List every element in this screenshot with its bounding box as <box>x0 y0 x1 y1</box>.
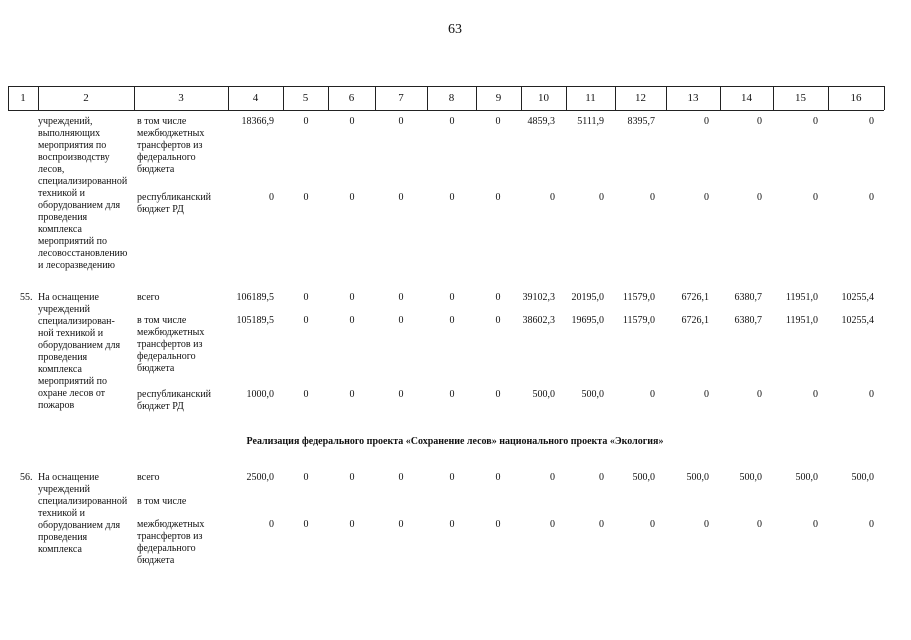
value-cell: 0 <box>398 389 404 400</box>
header-cell: 13 <box>687 92 699 104</box>
value-cell: 0 <box>757 519 762 530</box>
value-cell: 0 <box>599 472 604 483</box>
item-name-line: комплекса <box>38 544 82 555</box>
item-name-line: воспроизводству <box>38 152 110 163</box>
value-cell: 1000,0 <box>246 389 274 400</box>
item-name-line: На оснащение <box>38 292 99 303</box>
value-cell: 0 <box>303 192 309 203</box>
header-top-rule <box>8 86 884 87</box>
item-name-line: проведения <box>38 352 88 363</box>
value-cell: 8395,7 <box>627 116 655 127</box>
value-cell: 20195,0 <box>571 292 604 303</box>
value-cell: 0 <box>303 315 309 326</box>
value-cell: 2500,0 <box>246 472 274 483</box>
value-cell: 39102,3 <box>522 292 555 303</box>
value-cell: 6380,7 <box>734 292 762 303</box>
funding-source-line: межбюджетных <box>137 519 205 530</box>
funding-source-line: республиканский <box>137 389 212 400</box>
funding-source-line: федерального <box>137 543 196 554</box>
value-cell: 0 <box>349 192 355 203</box>
value-cell: 11579,0 <box>622 292 655 303</box>
item-name-line: лесовосстановлению <box>38 248 128 259</box>
header-cell: 10 <box>538 92 549 104</box>
value-cell: 0 <box>303 472 309 483</box>
value-cell: 11951,0 <box>785 315 818 326</box>
funding-source-line: бюджет РД <box>137 204 184 215</box>
value-cell: 0 <box>303 389 309 400</box>
value-cell: 0 <box>650 389 655 400</box>
value-cell: 11579,0 <box>622 315 655 326</box>
value-cell: 0 <box>813 192 818 203</box>
value-cell: 0 <box>449 116 455 127</box>
value-cell: 10255,4 <box>841 315 874 326</box>
header-cell: 1 <box>20 92 26 104</box>
item-name-line: учреждений, <box>38 116 93 127</box>
row-number: 55. <box>20 292 33 303</box>
value-cell: 500,0 <box>686 472 709 483</box>
value-cell: 0 <box>813 116 818 127</box>
value-cell: 6726,1 <box>681 315 709 326</box>
value-cell: 106189,5 <box>236 292 274 303</box>
item-name-line: оборудованием для <box>38 200 121 211</box>
value-cell: 0 <box>398 116 404 127</box>
value-cell: 500,0 <box>739 472 762 483</box>
value-cell: 0 <box>398 292 404 303</box>
funding-source-line: трансфертов из <box>137 140 203 151</box>
value-cell: 0 <box>495 292 501 303</box>
item-name-line: специализирован- <box>38 316 115 327</box>
funding-source-line: трансфертов из <box>137 339 203 350</box>
value-cell: 0 <box>269 519 274 530</box>
value-cell: 0 <box>449 192 455 203</box>
value-cell: 0 <box>449 519 455 530</box>
header-cell: 11 <box>585 92 596 104</box>
value-cell: 0 <box>449 292 455 303</box>
value-cell: 0 <box>449 472 455 483</box>
value-cell: 0 <box>269 192 274 203</box>
funding-source-line: всего <box>137 472 160 483</box>
value-cell: 0 <box>550 472 555 483</box>
value-cell: 500,0 <box>532 389 555 400</box>
item-name-line: охране лесов от <box>38 388 106 399</box>
header-cell: 12 <box>635 92 646 104</box>
value-cell: 0 <box>550 192 555 203</box>
value-cell: 5111,9 <box>577 116 604 127</box>
header-cell: 4 <box>252 92 259 104</box>
value-cell: 0 <box>449 389 455 400</box>
item-name-line: мероприятия по <box>38 140 107 151</box>
value-cell: 0 <box>398 315 404 326</box>
header-cell: 14 <box>741 92 752 104</box>
funding-source-line: федерального <box>137 152 196 163</box>
item-name-line: оборудованием для <box>38 520 121 531</box>
value-cell: 19695,0 <box>571 315 604 326</box>
item-name-line: На оснащение <box>38 472 99 483</box>
item-name-line: мероприятий по <box>38 236 107 247</box>
section-title: Реализация федерального проекта «Сохранение лесов» национального проекта «Экология» <box>246 436 664 447</box>
value-cell: 0 <box>398 472 404 483</box>
value-cell: 6726,1 <box>681 292 709 303</box>
header-cell: 16 <box>850 92 862 104</box>
header-bottom-rule <box>8 110 884 111</box>
item-name-line: пожаров <box>38 400 75 411</box>
funding-source-line: в том числе <box>137 315 187 326</box>
value-cell: 0 <box>650 519 655 530</box>
value-cell: 0 <box>449 315 455 326</box>
header-cell: 15 <box>795 92 806 104</box>
funding-source-line: бюджета <box>137 363 175 374</box>
item-name-line: проведения <box>38 212 88 223</box>
funding-source-line: в том числе <box>137 116 187 127</box>
value-cell: 500,0 <box>632 472 655 483</box>
value-cell: 0 <box>495 192 501 203</box>
item-name-line: учреждений <box>38 304 90 315</box>
item-name-line: выполняющих <box>38 128 101 139</box>
item-name-line: оборудованием для <box>38 340 121 351</box>
value-cell: 0 <box>349 389 355 400</box>
value-cell: 0 <box>349 116 355 127</box>
value-cell: 0 <box>704 192 709 203</box>
value-cell: 0 <box>869 116 874 127</box>
value-cell: 105189,5 <box>236 315 274 326</box>
value-cell: 0 <box>757 389 762 400</box>
item-name-line: специализированной <box>38 496 128 507</box>
value-cell: 0 <box>495 519 501 530</box>
value-cell: 0 <box>550 519 555 530</box>
page-number: 63 <box>448 22 462 37</box>
funding-source-line: всего <box>137 292 160 303</box>
value-cell: 0 <box>349 292 355 303</box>
funding-source-line: межбюджетных <box>137 128 205 139</box>
funding-source-line: бюджет РД <box>137 401 184 412</box>
header-cell: 7 <box>398 92 404 104</box>
funding-source-line: трансфертов из <box>137 531 203 542</box>
item-name-line: специализированной <box>38 176 128 187</box>
value-cell: 500,0 <box>795 472 818 483</box>
value-cell: 0 <box>704 519 709 530</box>
value-cell: 0 <box>495 315 501 326</box>
header-divider <box>884 86 885 110</box>
header-cell: 2 <box>83 92 89 104</box>
header-cell: 6 <box>348 92 355 104</box>
header-cell: 9 <box>495 92 502 104</box>
item-name-line: учреждений <box>38 484 90 495</box>
item-name-line: ной техникой и <box>38 328 104 339</box>
value-cell: 0 <box>757 116 762 127</box>
value-cell: 0 <box>869 389 874 400</box>
value-cell: 0 <box>495 116 501 127</box>
item-name-line: мероприятий по <box>38 376 107 387</box>
value-cell: 4859,3 <box>527 116 555 127</box>
value-cell: 0 <box>869 519 874 530</box>
value-cell: 0 <box>704 389 709 400</box>
header-cell: 3 <box>178 92 184 104</box>
item-name-line: и лесоразведению <box>38 260 116 271</box>
value-cell: 0 <box>869 192 874 203</box>
value-cell: 0 <box>495 472 501 483</box>
value-cell: 500,0 <box>851 472 874 483</box>
value-cell: 0 <box>303 292 309 303</box>
value-cell: 0 <box>757 192 762 203</box>
header-cell: 5 <box>302 92 309 104</box>
value-cell: 0 <box>398 192 404 203</box>
item-name-line: техникой и <box>38 508 85 519</box>
value-cell: 500,0 <box>581 389 604 400</box>
value-cell: 0 <box>303 519 309 530</box>
value-cell: 18366,9 <box>241 116 274 127</box>
funding-source-line: республиканский <box>137 192 212 203</box>
item-name-line: комплекса <box>38 364 82 375</box>
funding-source-line: межбюджетных <box>137 327 205 338</box>
row-number: 56. <box>20 472 33 483</box>
funding-source-line: бюджета <box>137 555 175 566</box>
value-cell: 6380,7 <box>734 315 762 326</box>
value-cell: 0 <box>599 192 604 203</box>
value-cell: 0 <box>495 389 501 400</box>
funding-source-line: бюджета <box>137 164 175 175</box>
funding-source-line: федерального <box>137 351 196 362</box>
item-name-line: лесов, <box>38 164 65 175</box>
value-cell: 0 <box>349 315 355 326</box>
value-cell: 0 <box>599 519 604 530</box>
value-cell: 11951,0 <box>785 292 818 303</box>
item-name-line: техникой и <box>38 188 85 199</box>
value-cell: 0 <box>813 519 818 530</box>
value-cell: 10255,4 <box>841 292 874 303</box>
header-cell: 8 <box>448 92 455 104</box>
value-cell: 0 <box>349 519 355 530</box>
value-cell: 0 <box>303 116 309 127</box>
value-cell: 0 <box>349 472 355 483</box>
value-cell: 0 <box>704 116 709 127</box>
item-name-line: проведения <box>38 532 88 543</box>
value-cell: 0 <box>398 519 404 530</box>
value-cell: 0 <box>650 192 655 203</box>
value-cell: 0 <box>813 389 818 400</box>
value-cell: 38602,3 <box>522 315 555 326</box>
funding-source-line: в том числе <box>137 496 187 507</box>
item-name-line: комплекса <box>38 224 82 235</box>
